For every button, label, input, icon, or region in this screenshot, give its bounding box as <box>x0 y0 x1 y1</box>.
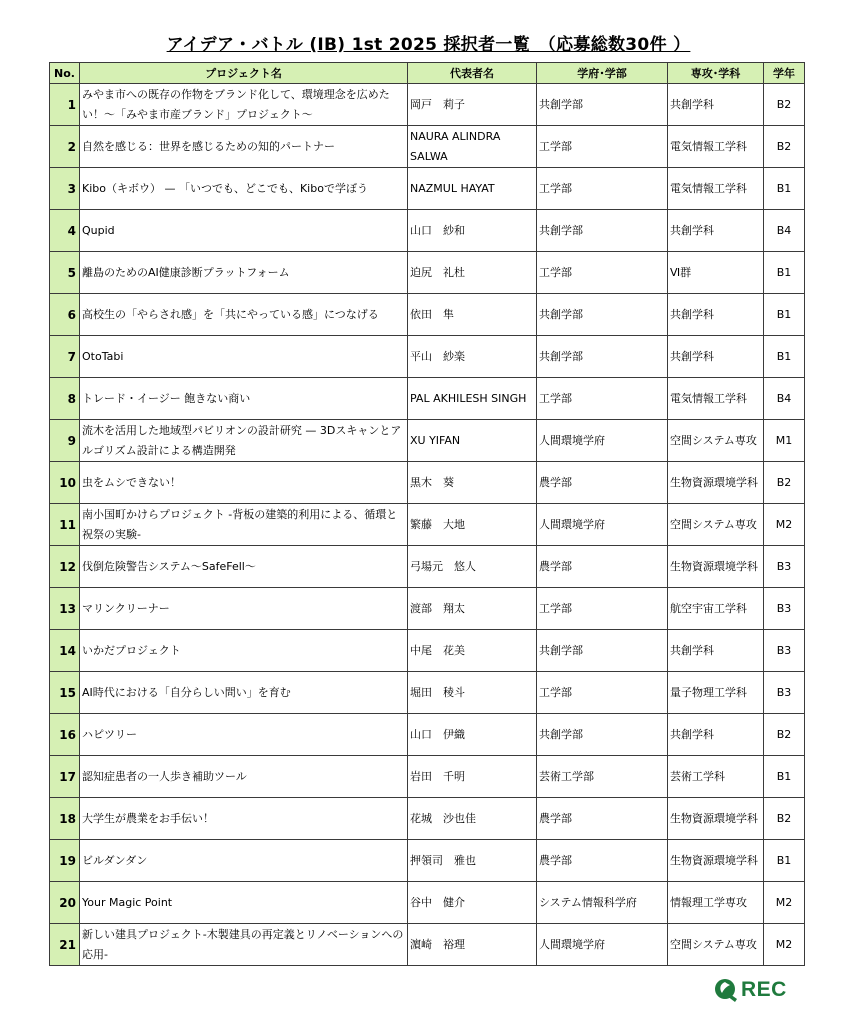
table-row <box>50 378 805 420</box>
representative-name-cell: 迫尻 礼杜 <box>408 252 537 294</box>
table-row <box>50 294 805 336</box>
project-name-cell: 高校生の「やらされ感」を「共にやっている感」につなげる <box>80 294 408 336</box>
table-row <box>50 168 805 210</box>
table-row <box>50 126 805 168</box>
year-cell: M2 <box>764 504 805 546</box>
representative-name-cell: 黒木 葵 <box>408 462 537 504</box>
year-cell: B1 <box>764 840 805 882</box>
applicants-table <box>49 62 805 966</box>
project-name-cell: Your Magic Point <box>80 882 408 924</box>
representative-name-cell: 平山 紗楽 <box>408 336 537 378</box>
major-cell: 共創学科 <box>668 630 764 672</box>
major-cell: 共創学科 <box>668 714 764 756</box>
project-name-cell: ハピツリー <box>80 714 408 756</box>
major-cell: 空間システム専攻 <box>668 924 764 966</box>
project-name-cell: AI時代における「自分らしい問い」を育む <box>80 672 408 714</box>
table-row <box>50 504 805 546</box>
project-name-cell: OtoTabi <box>80 336 408 378</box>
representative-name-cell: 濵崎 裕理 <box>408 924 537 966</box>
header-project: プロジェクト名 <box>80 63 408 84</box>
header-year: 学年 <box>764 63 805 84</box>
project-name-cell: 認知症患者の一人歩き補助ツール <box>80 756 408 798</box>
year-cell: M2 <box>764 882 805 924</box>
major-cell: 空間システム専攻 <box>668 420 764 462</box>
table-row <box>50 462 805 504</box>
row-number-cell: 10 <box>50 462 80 504</box>
representative-name-cell: 山口 伊織 <box>408 714 537 756</box>
representative-name-cell: 弓場元 悠人 <box>408 546 537 588</box>
table-body <box>50 84 805 966</box>
faculty-cell: 共創学部 <box>537 210 668 252</box>
project-name-cell: みやま市への既存の作物をブランド化して、環境理念を広めたい！～「みやま市産ブランド」プロジェクト～ <box>80 84 408 126</box>
major-cell: 電気情報工学科 <box>668 378 764 420</box>
year-cell: B4 <box>764 378 805 420</box>
faculty-cell: 工学部 <box>537 252 668 294</box>
page-title: アイデア・バトル (IB) 1st 2025 採択者一覧 （応募総数30件 ） <box>166 35 691 55</box>
table-row <box>50 672 805 714</box>
major-cell: Ⅵ群 <box>668 252 764 294</box>
faculty-cell: 人間環境学府 <box>537 924 668 966</box>
representative-name-cell: 繁藤 大地 <box>408 504 537 546</box>
row-number-cell: 17 <box>50 756 80 798</box>
table-row <box>50 210 805 252</box>
table-row <box>50 798 805 840</box>
year-cell: B3 <box>764 672 805 714</box>
major-cell: 芸術工学科 <box>668 756 764 798</box>
major-cell: 共創学科 <box>668 84 764 126</box>
representative-name-cell: NAURA ALINDRA SALWA <box>408 126 537 168</box>
major-cell: 生物資源環境学科 <box>668 840 764 882</box>
representative-name-cell: 山口 紗和 <box>408 210 537 252</box>
header-representative: 代表者名 <box>408 63 537 84</box>
row-number-cell: 11 <box>50 504 80 546</box>
major-cell: 共創学科 <box>668 294 764 336</box>
table-row <box>50 924 805 966</box>
year-cell: B4 <box>764 210 805 252</box>
major-cell: 電気情報工学科 <box>668 126 764 168</box>
representative-name-cell: 花城 沙也佳 <box>408 798 537 840</box>
project-name-cell: 流木を活用した地域型パビリオンの設計研究 — 3Dスキャンとアルゴリズム設計による構造開発 <box>80 420 408 462</box>
faculty-cell: 農学部 <box>537 840 668 882</box>
project-name-cell: いかだプロジェクト <box>80 630 408 672</box>
row-number-cell: 2 <box>50 126 80 168</box>
table-row <box>50 840 805 882</box>
project-name-cell: 自然を感じる：世界を感じるための知的パートナー <box>80 126 408 168</box>
faculty-cell: 共創学部 <box>537 294 668 336</box>
table-row <box>50 630 805 672</box>
project-name-cell: ビルダンダン <box>80 840 408 882</box>
faculty-cell: 共創学部 <box>537 336 668 378</box>
representative-name-cell: 堀田 稜斗 <box>408 672 537 714</box>
row-number-cell: 15 <box>50 672 80 714</box>
table-row <box>50 714 805 756</box>
project-name-cell: 伐倒危険警告システム～SafeFell～ <box>80 546 408 588</box>
table-row <box>50 546 805 588</box>
row-number-cell: 13 <box>50 588 80 630</box>
year-cell: B2 <box>764 462 805 504</box>
year-cell: B1 <box>764 168 805 210</box>
project-name-cell: Qupid <box>80 210 408 252</box>
header-faculty: 学府･学部 <box>537 63 668 84</box>
major-cell: 航空宇宙工学科 <box>668 588 764 630</box>
year-cell: B1 <box>764 336 805 378</box>
project-name-cell: 離島のためのAI健康診断プラットフォーム <box>80 252 408 294</box>
table-row <box>50 756 805 798</box>
row-number-cell: 16 <box>50 714 80 756</box>
row-number-cell: 8 <box>50 378 80 420</box>
table-row <box>50 420 805 462</box>
faculty-cell: 共創学部 <box>537 84 668 126</box>
year-cell: B1 <box>764 294 805 336</box>
faculty-cell: 工学部 <box>537 378 668 420</box>
q-leaf-logo-icon <box>712 977 738 1003</box>
faculty-cell: 共創学部 <box>537 714 668 756</box>
table-row <box>50 252 805 294</box>
major-cell: 生物資源環境学科 <box>668 546 764 588</box>
faculty-cell: 工学部 <box>537 672 668 714</box>
faculty-cell: 共創学部 <box>537 630 668 672</box>
faculty-cell: 人間環境学府 <box>537 504 668 546</box>
representative-name-cell: NAZMUL HAYAT <box>408 168 537 210</box>
faculty-cell: 工学部 <box>537 588 668 630</box>
representative-name-cell: 依田 隼 <box>408 294 537 336</box>
representative-name-cell: 渡部 翔太 <box>408 588 537 630</box>
table-header-row <box>50 63 805 84</box>
row-number-cell: 19 <box>50 840 80 882</box>
year-cell: B2 <box>764 798 805 840</box>
year-cell: B1 <box>764 756 805 798</box>
year-cell: B3 <box>764 630 805 672</box>
table-row <box>50 588 805 630</box>
logo-text: REC <box>741 978 787 1001</box>
representative-name-cell: 押領司 雅也 <box>408 840 537 882</box>
row-number-cell: 14 <box>50 630 80 672</box>
project-name-cell: 新しい建具プロジェクト-木製建具の再定義とリノベーションへの応用- <box>80 924 408 966</box>
representative-name-cell: 岡戸 莉子 <box>408 84 537 126</box>
major-cell: 情報理工学専攻 <box>668 882 764 924</box>
major-cell: 空間システム専攻 <box>668 504 764 546</box>
year-cell: B3 <box>764 546 805 588</box>
representative-name-cell: PAL AKHILESH SINGH <box>408 378 537 420</box>
rec-logo <box>712 977 787 1003</box>
row-number-cell: 3 <box>50 168 80 210</box>
major-cell: 量子物理工学科 <box>668 672 764 714</box>
faculty-cell: 工学部 <box>537 126 668 168</box>
row-number-cell: 9 <box>50 420 80 462</box>
header-no: No. <box>50 63 80 84</box>
table-row <box>50 882 805 924</box>
faculty-cell: 農学部 <box>537 798 668 840</box>
year-cell: B1 <box>764 252 805 294</box>
major-cell: 電気情報工学科 <box>668 168 764 210</box>
row-number-cell: 18 <box>50 798 80 840</box>
row-number-cell: 4 <box>50 210 80 252</box>
row-number-cell: 12 <box>50 546 80 588</box>
major-cell: 共創学科 <box>668 210 764 252</box>
row-number-cell: 6 <box>50 294 80 336</box>
faculty-cell: 農学部 <box>537 462 668 504</box>
table-row <box>50 336 805 378</box>
row-number-cell: 5 <box>50 252 80 294</box>
table-row <box>50 84 805 126</box>
faculty-cell: 農学部 <box>537 546 668 588</box>
major-cell: 生物資源環境学科 <box>668 462 764 504</box>
year-cell: B2 <box>764 126 805 168</box>
representative-name-cell: 谷中 健介 <box>408 882 537 924</box>
year-cell: M2 <box>764 924 805 966</box>
faculty-cell: 人間環境学府 <box>537 420 668 462</box>
major-cell: 共創学科 <box>668 336 764 378</box>
faculty-cell: システム情報科学府 <box>537 882 668 924</box>
row-number-cell: 7 <box>50 336 80 378</box>
row-number-cell: 21 <box>50 924 80 966</box>
year-cell: B3 <box>764 588 805 630</box>
faculty-cell: 工学部 <box>537 168 668 210</box>
representative-name-cell: 岩田 千明 <box>408 756 537 798</box>
faculty-cell: 芸術工学部 <box>537 756 668 798</box>
header-major: 専攻･学科 <box>668 63 764 84</box>
project-name-cell: トレード・イージー 飽きない商い <box>80 378 408 420</box>
project-name-cell: 大学生が農業をお手伝い！ <box>80 798 408 840</box>
project-name-cell: マリンクリーナー <box>80 588 408 630</box>
year-cell: B2 <box>764 714 805 756</box>
project-name-cell: 虫をムシできない！ <box>80 462 408 504</box>
representative-name-cell: 中尾 花美 <box>408 630 537 672</box>
row-number-cell: 20 <box>50 882 80 924</box>
representative-name-cell: XU YIFAN <box>408 420 537 462</box>
year-cell: M1 <box>764 420 805 462</box>
row-number-cell: 1 <box>50 84 80 126</box>
year-cell: B2 <box>764 84 805 126</box>
major-cell: 生物資源環境学科 <box>668 798 764 840</box>
project-name-cell: Kibo（キボウ） — 「いつでも、どこでも、Kiboで学ぼう <box>80 168 408 210</box>
project-name-cell: 南小国町かけらプロジェクト -背板の建築的利用による、循環と祝祭の実験- <box>80 504 408 546</box>
